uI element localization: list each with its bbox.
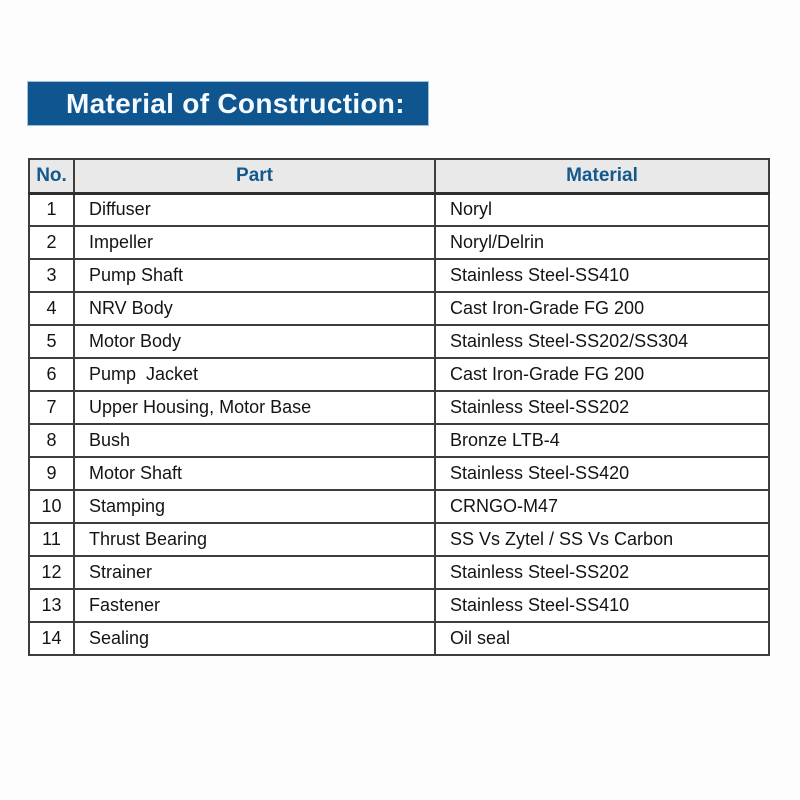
row-number-cell: 13: [29, 589, 74, 622]
column-header-part: Part: [74, 159, 435, 193]
table-row: [29, 358, 769, 391]
table-row: [29, 523, 769, 556]
table-row: [29, 490, 769, 523]
material-cell: Bronze LTB-4: [435, 424, 769, 457]
table-row: [29, 325, 769, 358]
table-row: [29, 556, 769, 589]
material-cell: SS Vs Zytel / SS Vs Carbon: [435, 523, 769, 556]
table-row: [29, 193, 769, 226]
part-cell: Fastener: [74, 589, 435, 622]
row-number-cell: 9: [29, 457, 74, 490]
part-cell: Strainer: [74, 556, 435, 589]
part-cell: Thrust Bearing: [74, 523, 435, 556]
part-cell: NRV Body: [74, 292, 435, 325]
material-cell: Cast Iron-Grade FG 200: [435, 358, 769, 391]
material-cell: Stainless Steel-SS410: [435, 259, 769, 292]
table-row: [29, 622, 769, 655]
material-cell: Stainless Steel-SS202: [435, 556, 769, 589]
material-cell: Stainless Steel-SS410: [435, 589, 769, 622]
material-cell: Noryl/Delrin: [435, 226, 769, 259]
row-number-cell: 7: [29, 391, 74, 424]
row-number-cell: 3: [29, 259, 74, 292]
page-title: Material of Construction:: [66, 87, 405, 119]
material-cell: Oil seal: [435, 622, 769, 655]
part-cell: Diffuser: [74, 193, 435, 226]
row-number-cell: 6: [29, 358, 74, 391]
material-cell: Stainless Steel-SS202/SS304: [435, 325, 769, 358]
part-cell: Motor Shaft: [74, 457, 435, 490]
row-number-cell: 4: [29, 292, 74, 325]
material-cell: Stainless Steel-SS420: [435, 457, 769, 490]
material-of-construction-table: [28, 158, 770, 656]
column-header-material: Material: [435, 159, 769, 193]
table-row: [29, 292, 769, 325]
row-number-cell: 2: [29, 226, 74, 259]
row-number-cell: 12: [29, 556, 74, 589]
material-cell: CRNGO-M47: [435, 490, 769, 523]
column-header-no: No.: [29, 159, 74, 193]
table-header-row: [29, 159, 769, 193]
part-cell: Bush: [74, 424, 435, 457]
row-number-cell: 10: [29, 490, 74, 523]
part-cell: Pump Shaft: [74, 259, 435, 292]
part-cell: Stamping: [74, 490, 435, 523]
part-cell: Pump Jacket: [74, 358, 435, 391]
row-number-cell: 1: [29, 193, 74, 226]
table-row: [29, 457, 769, 490]
part-cell: Motor Body: [74, 325, 435, 358]
title-banner: [27, 81, 429, 126]
table-row: [29, 424, 769, 457]
material-cell: Cast Iron-Grade FG 200: [435, 292, 769, 325]
table-row: [29, 259, 769, 292]
row-number-cell: 5: [29, 325, 74, 358]
row-number-cell: 8: [29, 424, 74, 457]
table-row: [29, 391, 769, 424]
row-number-cell: 14: [29, 622, 74, 655]
material-cell: Stainless Steel-SS202: [435, 391, 769, 424]
table-row: [29, 226, 769, 259]
part-cell: Sealing: [74, 622, 435, 655]
table-row: [29, 589, 769, 622]
row-number-cell: 11: [29, 523, 74, 556]
part-cell: Upper Housing, Motor Base: [74, 391, 435, 424]
material-cell: Noryl: [435, 193, 769, 226]
part-cell: Impeller: [74, 226, 435, 259]
